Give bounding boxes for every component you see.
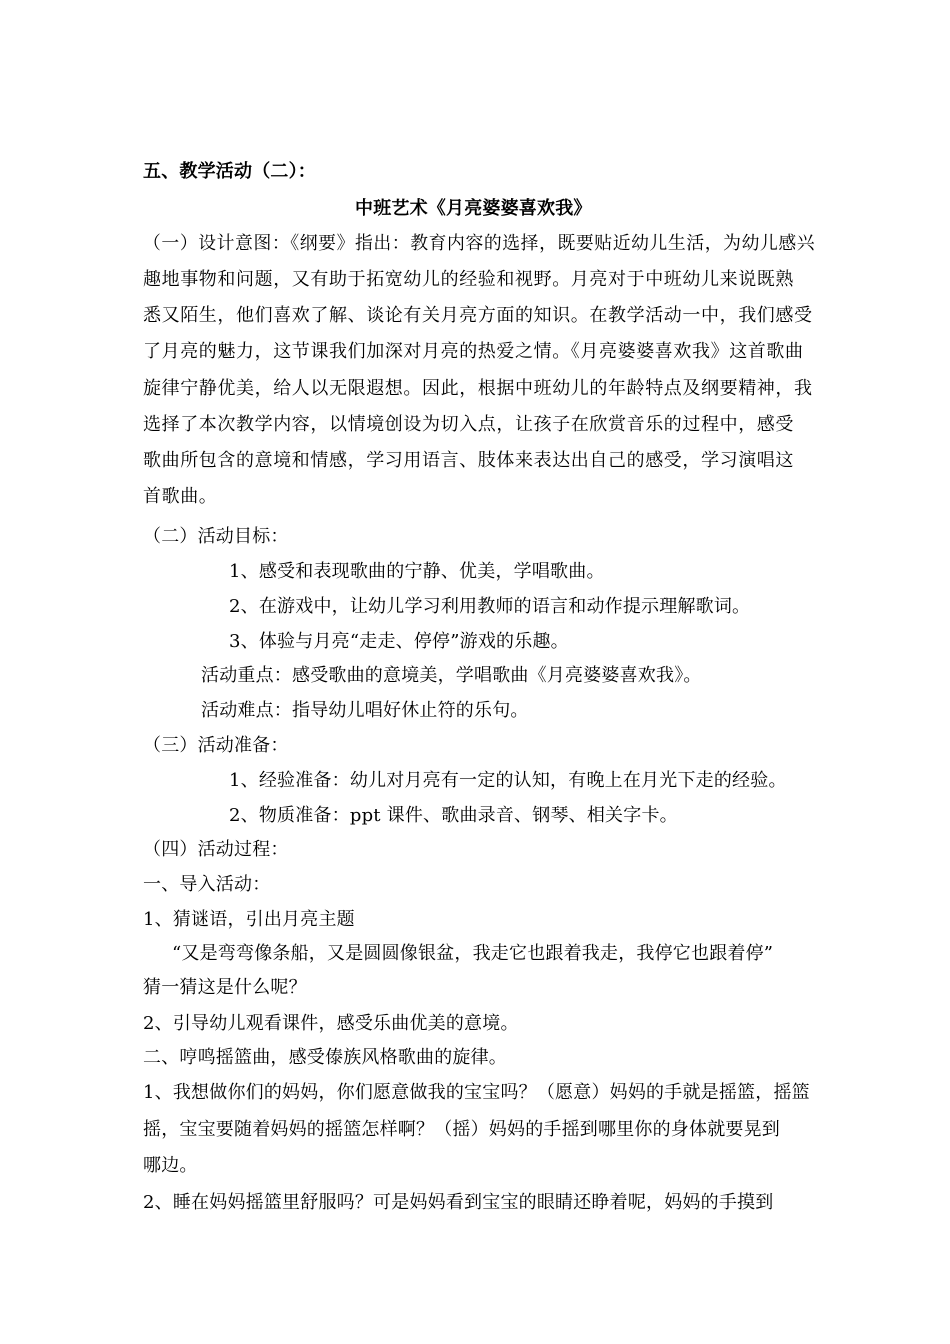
goal-item: 1、感受和表现歌曲的宁静、优美，学唱歌曲。 (229, 561, 605, 582)
process-heading: （四）活动过程： (143, 839, 289, 860)
process-line: 二、哼鸣摇篮曲，感受傣族风格歌曲的旋律。 (143, 1047, 507, 1068)
goals-heading: （二）活动目标： (143, 526, 289, 547)
goal-item: 2、在游戏中，让幼儿学习利用教师的语言和动作提示理解歌词。 (229, 596, 751, 617)
preparation-item: 1、经验准备：幼儿对月亮有一定的认知，有晚上在月光下走的经验。 (229, 770, 787, 791)
paragraph-line: 悉又陌生，他们喜欢了解、谈论有关月亮方面的知识。在教学活动一中，我们感受 (143, 305, 813, 326)
section-heading: 五、教学活动（二）： (143, 161, 316, 182)
process-line: 一、导入活动： (143, 874, 271, 895)
paragraph-line: 旋律宁静优美，给人以无限遐想。因此，根据中班幼儿的年龄特点及纲要精神，我 (143, 378, 813, 399)
preparation-heading: （三）活动准备： (143, 735, 289, 756)
process-line: 2、引导幼儿观看课件，感受乐曲优美的意境。 (143, 1013, 519, 1034)
preparation-item: 2、物质准备：ppt 课件、歌曲录音、钢琴、相关字卡。 (229, 805, 678, 826)
goal-item: 3、体验与月亮“走走、停停”游戏的乐趣。 (229, 631, 569, 652)
paragraph-line: 选择了本次教学内容，以情境创设为切入点，让孩子在欣赏音乐的过程中，感受 (143, 414, 794, 435)
riddle-text: “又是弯弯像条船，又是圆圆像银盆，我走它也跟着我走，我停它也跟着停” (172, 943, 774, 964)
paragraph-line: （一）设计意图：《纲要》指出：教育内容的选择，既要贴近幼儿生活，为幼儿感兴 (143, 233, 816, 254)
process-line: 摇，宝宝要随着妈妈的摇篮怎样啊？（摇）妈妈的手摇到哪里你的身体就要晃到 (143, 1119, 780, 1140)
paragraph-line: 趣地事物和问题，又有助于拓宽幼儿的经验和视野。月亮对于中班幼儿来说既熟 (143, 269, 794, 290)
activity-focus: 活动重点：感受歌曲的意境美，学唱歌曲《月亮婆婆喜欢我》。 (201, 665, 702, 686)
activity-difficulty: 活动难点：指导幼儿唱好休止符的乐句。 (201, 700, 529, 721)
process-line: 猜一猜这是什么呢？ (143, 977, 307, 998)
process-line: 2、睡在妈妈摇篮里舒服吗？可是妈妈看到宝宝的眼睛还睁着呢，妈妈的手摸到 (143, 1192, 774, 1213)
paragraph-line: 了月亮的魅力，这节课我们加深对月亮的热爱之情。《月亮婆婆喜欢我》这首歌曲 (143, 341, 804, 362)
lesson-title: 中班艺术《月亮婆婆喜欢我》 (355, 198, 592, 219)
paragraph-line: 首歌曲。 (143, 486, 218, 507)
process-line: 1、猜谜语，引出月亮主题 (143, 909, 355, 930)
process-line: 1、我想做你们的妈妈，你们愿意做我的宝宝吗？（愿意）妈妈的手就是摇篮，摇篮 (143, 1082, 810, 1103)
paragraph-line: 歌曲所包含的意境和情感，学习用语言、肢体来表达出自己的感受，学习演唱这 (143, 450, 794, 471)
process-line: 哪边。 (143, 1155, 198, 1176)
